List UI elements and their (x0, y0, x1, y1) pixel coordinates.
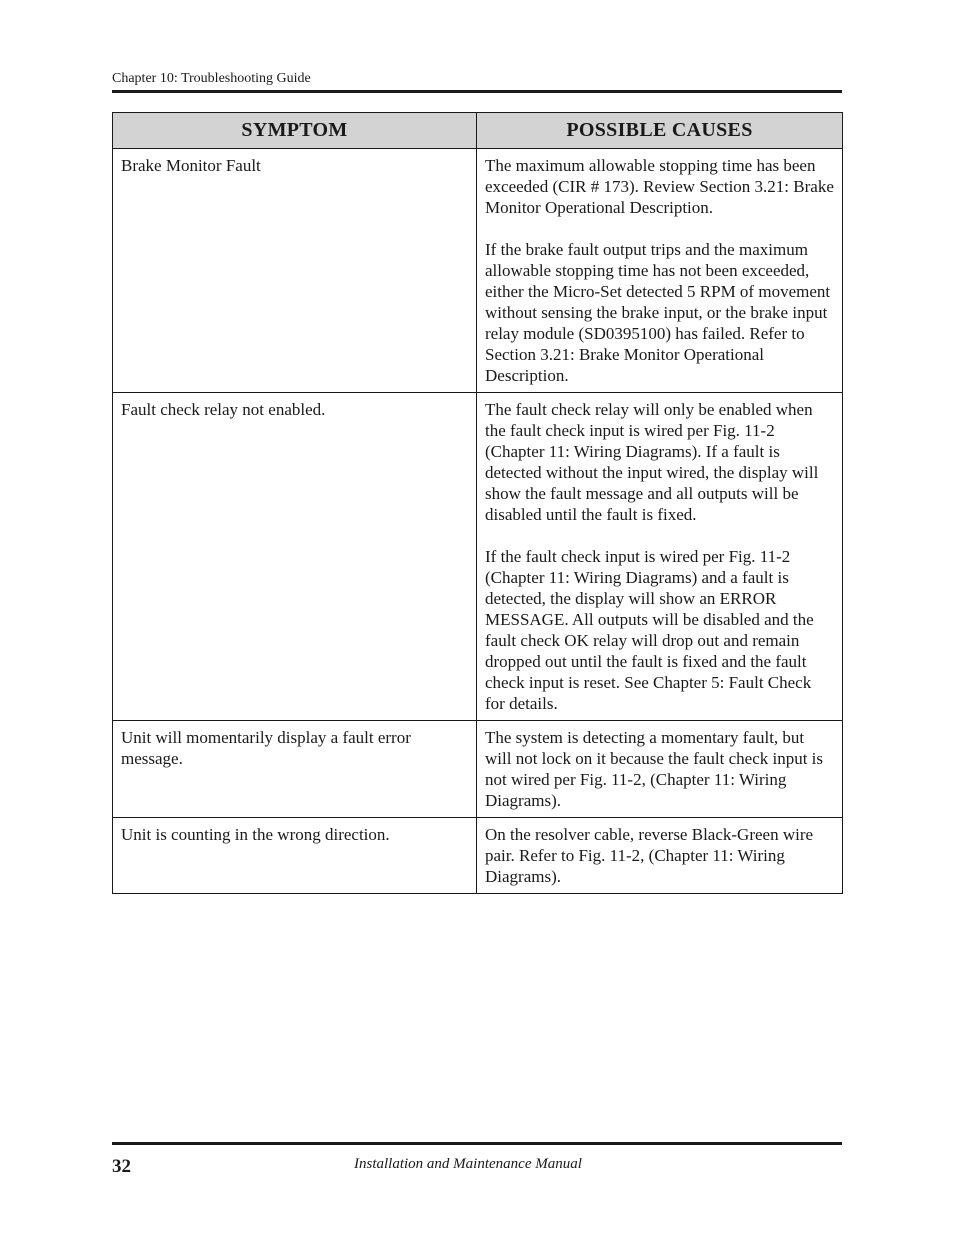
cause-paragraph: The maximum allowable stopping time has been exceeded (CIR # 173). Review Section 3.21: Brake Monitor Operational Description. (485, 156, 834, 217)
table-row (113, 393, 843, 721)
cause-paragraph: If the fault check input is wired per Fig. 11-2 (Chapter 11: Wiring Diagrams) and a fault is detected, the display will show an ERROR MESSAGE. All outputs will be disabled and the fault check OK relay will drop out and remain dropped out until the fault is fixed and the fault check input is reset. See Chapter 5: Fault Check for details. (485, 547, 814, 713)
symptom-cell: Brake Monitor Fault (113, 149, 477, 393)
manual-title: Installation and Maintenance Manual (354, 1156, 582, 1172)
causes-cell (477, 721, 843, 818)
table-row (113, 721, 843, 818)
causes-cell (477, 149, 843, 393)
cause-paragraph: On the resolver cable, reverse Black-Green wire pair. Refer to Fig. 11-2, (Chapter 11: Wiring Diagrams). (485, 825, 814, 886)
table-row (113, 818, 843, 894)
table-header-row (113, 113, 843, 149)
table-row (113, 149, 843, 393)
cause-paragraph: The fault check relay will only be enabled when the fault check input is wired per Fig. 11-2 (Chapter 11: Wiring Diagrams). If a fault is detected without the input wired, the display will show the fault message and all outputs will be disabled until the fault is fixed. (485, 400, 819, 524)
symptom-cell: Unit is counting in the wrong direction. (113, 818, 477, 894)
cause-paragraph: The system is detecting a momentary fault, but will not lock on it because the fault check input is not wired per Fig. 11-2, (Chapter 11: Wiring Diagrams). (485, 728, 824, 810)
column-header-symptom: SYMPTOM (113, 113, 477, 149)
header-rule (112, 90, 842, 93)
cause-paragraph: If the brake fault output trips and the maximum allowable stopping time has not been exceeded, either the Micro-Set detected 5 RPM of movement without sensing the brake input, or the brake input relay module (SD0395100) has failed. Refer to Section 3.21: Brake Monitor Operational Description. (485, 240, 831, 385)
column-header-causes: POSSIBLE CAUSES (477, 113, 843, 149)
causes-cell (477, 393, 843, 721)
running-head: Chapter 10: Troubleshooting Guide (112, 71, 311, 86)
page-number: 32 (112, 1156, 131, 1177)
symptom-cell: Unit will momentarily display a fault error message. (113, 721, 477, 818)
causes-cell (477, 818, 843, 894)
symptom-cell: Fault check relay not enabled. (113, 393, 477, 721)
troubleshooting-table (112, 112, 843, 894)
footer-rule (112, 1142, 842, 1145)
